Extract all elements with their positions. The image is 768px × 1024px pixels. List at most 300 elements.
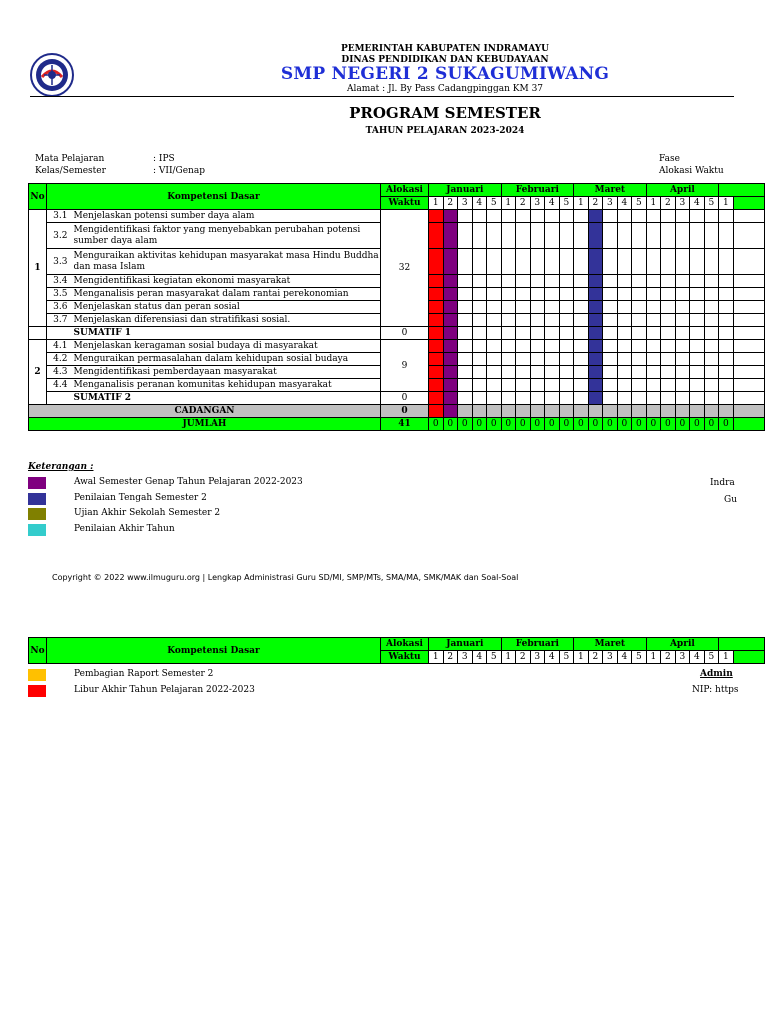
- week-cell: [501, 353, 516, 366]
- week-cell: [719, 249, 734, 275]
- week-cell: [516, 288, 531, 301]
- week-header: 5: [704, 651, 719, 664]
- page-subtitle: TAHUN PELAJARAN 2023-2024: [365, 126, 525, 136]
- week-cell: [443, 379, 458, 392]
- week-cell: [690, 301, 705, 314]
- week-cell: [690, 314, 705, 327]
- week-header: 3: [458, 197, 473, 210]
- week-cell: [690, 223, 705, 249]
- week-cell: [603, 353, 618, 366]
- copyright-text: Copyright © 2022 www.ilmuguru.org | Lengkap Administrasi Guru SD/MI, SMP/MTs, SMA/MA, SMK/MAK dan Soal-Soal: [52, 573, 519, 582]
- week-cell: [429, 275, 444, 288]
- kd-number: 3.6: [47, 301, 71, 314]
- week-cell: [704, 223, 719, 249]
- week-cell: [487, 340, 502, 353]
- week-cell: [530, 366, 545, 379]
- kd-text: Menjelaskan keragaman sosial budaya di masyarakat: [71, 340, 381, 353]
- week-header: 2: [443, 197, 458, 210]
- week-cell: [690, 327, 705, 340]
- week-header: 1: [501, 197, 516, 210]
- week-cell: [675, 314, 690, 327]
- week-cell: [559, 379, 574, 392]
- jumlah-week: 0: [646, 418, 661, 431]
- kd-text: Menguraikan aktivitas kehidupan masyarakat masa Hindu Buddha dan masa Islam: [71, 249, 381, 275]
- week-cell: [719, 366, 734, 379]
- week-header: 3: [675, 197, 690, 210]
- week-cell: [661, 301, 676, 314]
- kd-number: 4.3: [47, 366, 71, 379]
- week-header: 2: [588, 651, 603, 664]
- week-cell: [429, 301, 444, 314]
- week-cell: [487, 288, 502, 301]
- week-cell: [574, 379, 589, 392]
- week-cell: [675, 353, 690, 366]
- jumlah-week: 0: [661, 418, 676, 431]
- week-cell: [661, 314, 676, 327]
- week-cell: [472, 379, 487, 392]
- week-cell: [559, 366, 574, 379]
- week-header: 3: [530, 651, 545, 664]
- week-cell: [704, 392, 719, 405]
- week-cell: [516, 210, 531, 223]
- week-cell: [646, 275, 661, 288]
- repeat-header-table: [28, 637, 765, 664]
- legend-text: Pembagian Raport Semester 2: [74, 669, 214, 679]
- week-cell: [704, 327, 719, 340]
- week-header: 1: [429, 197, 444, 210]
- week-header: 5: [632, 651, 647, 664]
- week-cell: [472, 314, 487, 327]
- week-cell: [559, 275, 574, 288]
- jumlah-week: 0: [530, 418, 545, 431]
- week-cell: [574, 249, 589, 275]
- table-row: [29, 210, 765, 223]
- month-header: Februari: [501, 638, 574, 651]
- week-header-extra: [733, 197, 764, 210]
- week-cell: [530, 210, 545, 223]
- month-header: Maret: [574, 184, 647, 197]
- week-cell: [545, 392, 560, 405]
- col-waktu: Waktu: [381, 197, 429, 210]
- week-cell: [632, 340, 647, 353]
- jumlah-week: 0: [719, 418, 734, 431]
- week-cell: [516, 353, 531, 366]
- week-cell: [603, 301, 618, 314]
- dept-line: DINAS PENDIDIKAN DAN KEBUDAYAAN: [341, 55, 549, 65]
- week-cell: [661, 392, 676, 405]
- week-cell: [458, 275, 473, 288]
- week-cell: [501, 327, 516, 340]
- week-cell: [516, 249, 531, 275]
- week-header: 4: [472, 651, 487, 664]
- week-cell: [458, 353, 473, 366]
- week-cell: [617, 223, 632, 249]
- week-cell: [530, 275, 545, 288]
- cadangan-label: CADANGAN: [29, 405, 381, 418]
- legend-swatch: [28, 524, 46, 536]
- week-cell: [516, 392, 531, 405]
- week-cell: [458, 392, 473, 405]
- week-cell: [458, 340, 473, 353]
- week-cell: [472, 327, 487, 340]
- jumlah-week: 0: [704, 418, 719, 431]
- week-cell: [429, 210, 444, 223]
- week-cell: [458, 301, 473, 314]
- week-cell: [516, 327, 531, 340]
- week-cell: [603, 223, 618, 249]
- week-cell: [574, 210, 589, 223]
- week-cell: [429, 249, 444, 275]
- week-cell: [690, 288, 705, 301]
- week-cell: [443, 366, 458, 379]
- week-cell: [530, 301, 545, 314]
- extra-cell: [733, 314, 764, 327]
- week-cell: [719, 314, 734, 327]
- jumlah-week: 0: [429, 418, 444, 431]
- page-title: PROGRAM SEMESTER: [349, 104, 541, 122]
- col-alokasi: Alokasi: [381, 184, 429, 197]
- week-cell: [704, 379, 719, 392]
- sumatif-alokasi: 0: [381, 327, 429, 340]
- week-cell: [603, 340, 618, 353]
- sumatif-alokasi: 0: [381, 392, 429, 405]
- month-header: Januari: [429, 184, 502, 197]
- week-cell: [646, 392, 661, 405]
- week-cell: [487, 353, 502, 366]
- kelas-label: Kelas/Semester: [35, 166, 106, 176]
- week-cell: [458, 314, 473, 327]
- week-cell: [603, 327, 618, 340]
- week-cell: [559, 340, 574, 353]
- jumlah-week: 0: [559, 418, 574, 431]
- jumlah-week: 0: [501, 418, 516, 431]
- week-cell: [574, 353, 589, 366]
- week-cell: [617, 288, 632, 301]
- week-cell: [588, 353, 603, 366]
- school-logo-icon: [30, 53, 74, 97]
- week-cell: [690, 340, 705, 353]
- jumlah-week: 0: [443, 418, 458, 431]
- week-cell: [661, 340, 676, 353]
- jumlah-label: JUMLAH: [29, 418, 381, 431]
- week-cell: [690, 366, 705, 379]
- week-cell: [632, 301, 647, 314]
- week-cell: [675, 275, 690, 288]
- week-cell: [545, 288, 560, 301]
- week-cell: [545, 353, 560, 366]
- week-cell: [690, 275, 705, 288]
- legend-text: Penilaian Akhir Tahun: [74, 523, 175, 534]
- week-header: 2: [516, 197, 531, 210]
- week-cell: [559, 314, 574, 327]
- alokasi-value: 9: [381, 340, 429, 392]
- week-cell: [603, 379, 618, 392]
- week-cell: [646, 210, 661, 223]
- kd-text: Menjelaskan status dan peran sosial: [71, 301, 381, 314]
- week-cell: [675, 340, 690, 353]
- week-cell: [661, 275, 676, 288]
- week-cell: [443, 249, 458, 275]
- sumatif-label: SUMATIF 1: [71, 327, 381, 340]
- week-cell: [458, 223, 473, 249]
- week-cell: [632, 366, 647, 379]
- week-cell: [501, 379, 516, 392]
- week-cell: [487, 210, 502, 223]
- week-cell: [516, 366, 531, 379]
- week-cell: [574, 301, 589, 314]
- week-cell: [429, 353, 444, 366]
- week-cell: [719, 392, 734, 405]
- week-cell: [603, 392, 618, 405]
- week-cell: [690, 353, 705, 366]
- extra-cell: [733, 288, 764, 301]
- week-cell: [617, 327, 632, 340]
- week-cell: [646, 301, 661, 314]
- week-cell: [472, 366, 487, 379]
- week-cell: [646, 327, 661, 340]
- gov-line: PEMERINTAH KABUPATEN INDRAMAYU: [340, 44, 550, 54]
- week-header: 1: [574, 197, 589, 210]
- week-header: 3: [603, 651, 618, 664]
- week-header: 5: [632, 197, 647, 210]
- legend-swatch: [28, 669, 46, 681]
- sign-place: Indra: [710, 478, 735, 488]
- week-cell: [516, 275, 531, 288]
- extra-cell: [733, 210, 764, 223]
- week-cell: [588, 275, 603, 288]
- jumlah-week: 0: [545, 418, 560, 431]
- kd-text: Menganalisis peranan komunitas kehidupan masyarakat: [71, 379, 381, 392]
- header-rule: [30, 96, 734, 97]
- week-cell: [603, 210, 618, 223]
- week-cell: [588, 327, 603, 340]
- week-header: 4: [617, 651, 632, 664]
- week-cell: [458, 249, 473, 275]
- week-cell: [516, 223, 531, 249]
- week-cell: [574, 288, 589, 301]
- week-cell: [704, 275, 719, 288]
- week-cell: [675, 288, 690, 301]
- week-cell: [458, 366, 473, 379]
- week-cell: [588, 340, 603, 353]
- alokasi-label: Alokasi Waktu: [659, 166, 724, 176]
- month-header-extra: [719, 184, 765, 197]
- week-cell: [487, 275, 502, 288]
- week-cell: [545, 301, 560, 314]
- kd-number: 3.4: [47, 275, 71, 288]
- week-cell: [719, 379, 734, 392]
- week-header: 2: [661, 197, 676, 210]
- week-cell: [574, 223, 589, 249]
- week-cell: [646, 340, 661, 353]
- week-cell: [559, 223, 574, 249]
- month-header-extra: [719, 638, 765, 651]
- week-header: 1: [646, 197, 661, 210]
- jumlah-week: 0: [603, 418, 618, 431]
- jumlah-week: 0: [516, 418, 531, 431]
- jumlah-week: 0: [588, 418, 603, 431]
- week-cell: [559, 301, 574, 314]
- week-cell: [588, 301, 603, 314]
- week-cell: [559, 210, 574, 223]
- week-cell: [443, 223, 458, 249]
- week-cell: [530, 379, 545, 392]
- week-cell: [487, 314, 502, 327]
- jumlah-week: 0: [617, 418, 632, 431]
- week-cell: [501, 392, 516, 405]
- kd-number: 3.2: [47, 223, 71, 249]
- week-cell: [675, 301, 690, 314]
- week-cell: [443, 392, 458, 405]
- extra-cell: [733, 301, 764, 314]
- week-cell: [429, 392, 444, 405]
- sign-name: Admin: [700, 669, 733, 679]
- week-cell: [545, 379, 560, 392]
- week-cell: [661, 353, 676, 366]
- week-cell: [516, 314, 531, 327]
- week-cell: [646, 366, 661, 379]
- week-cell: [632, 249, 647, 275]
- week-cell: [603, 366, 618, 379]
- week-header: 5: [487, 197, 502, 210]
- week-cell: [472, 353, 487, 366]
- week-cell: [719, 288, 734, 301]
- week-cell: [574, 340, 589, 353]
- fase-label: Fase: [659, 154, 680, 164]
- month-header: Maret: [574, 638, 647, 651]
- week-cell: [632, 223, 647, 249]
- legend-text: Awal Semester Genap Tahun Pelajaran 2022-2023: [74, 477, 303, 487]
- col-no: No: [29, 184, 47, 210]
- week-cell: [704, 301, 719, 314]
- week-header: 4: [690, 197, 705, 210]
- week-cell: [429, 366, 444, 379]
- week-cell: [690, 249, 705, 275]
- week-header: 1: [719, 651, 734, 664]
- week-cell: [458, 379, 473, 392]
- kd-text: Menjelaskan diferensiasi dan stratifikasi sosial.: [71, 314, 381, 327]
- week-cell: [501, 275, 516, 288]
- week-cell: [646, 353, 661, 366]
- week-header: 1: [429, 651, 444, 664]
- week-cell: [588, 314, 603, 327]
- kd-number: 3.5: [47, 288, 71, 301]
- week-cell: [574, 366, 589, 379]
- week-cell: [632, 288, 647, 301]
- kd-number: 4.4: [47, 379, 71, 392]
- jumlah-week: 0: [458, 418, 473, 431]
- week-cell: [429, 288, 444, 301]
- week-cell: [559, 249, 574, 275]
- week-cell: [617, 314, 632, 327]
- col-waktu: Waktu: [381, 651, 429, 664]
- week-cell: [617, 210, 632, 223]
- month-header: April: [646, 184, 719, 197]
- week-header: 5: [704, 197, 719, 210]
- week-cell: [443, 288, 458, 301]
- week-cell: [719, 210, 734, 223]
- week-cell: [704, 288, 719, 301]
- week-header-extra: [733, 651, 764, 664]
- week-cell: [545, 275, 560, 288]
- week-cell: [501, 366, 516, 379]
- week-cell: [574, 314, 589, 327]
- week-cell: [429, 314, 444, 327]
- week-cell: [516, 340, 531, 353]
- kd-text: Mengidentifikasi kegiatan ekonomi masyarakat: [71, 275, 381, 288]
- program-semester-table: [28, 183, 765, 431]
- week-cell: [661, 366, 676, 379]
- week-cell: [559, 353, 574, 366]
- week-cell: [530, 223, 545, 249]
- week-header: 5: [559, 197, 574, 210]
- week-cell: [646, 223, 661, 249]
- week-cell: [487, 223, 502, 249]
- kd-number: 4.2: [47, 353, 71, 366]
- week-cell: [719, 223, 734, 249]
- week-cell: [588, 392, 603, 405]
- week-header: 3: [530, 197, 545, 210]
- week-cell: [472, 301, 487, 314]
- week-header: 1: [719, 197, 734, 210]
- legend-text: Penilaian Tengah Semester 2: [74, 492, 207, 503]
- week-header: 4: [617, 197, 632, 210]
- week-cell: [661, 379, 676, 392]
- week-cell: [617, 249, 632, 275]
- kd-text: Menganalisis peran masyarakat dalam rantai perekonomian: [71, 288, 381, 301]
- week-cell: [675, 379, 690, 392]
- week-header: 2: [588, 197, 603, 210]
- week-cell: [617, 366, 632, 379]
- week-header: 4: [545, 651, 560, 664]
- kd-number: 4.1: [47, 340, 71, 353]
- week-cell: [617, 340, 632, 353]
- week-cell: [472, 392, 487, 405]
- week-cell: [443, 314, 458, 327]
- week-cell: [487, 379, 502, 392]
- week-cell: [530, 353, 545, 366]
- week-cell: [574, 392, 589, 405]
- week-cell: [617, 275, 632, 288]
- week-cell: [472, 249, 487, 275]
- legend-swatch: [28, 685, 46, 697]
- month-header: Februari: [501, 184, 574, 197]
- week-cell: [632, 275, 647, 288]
- week-cell: [559, 288, 574, 301]
- week-cell: [429, 223, 444, 249]
- week-cell: [429, 340, 444, 353]
- week-cell: [501, 340, 516, 353]
- week-cell: [675, 223, 690, 249]
- week-cell: [545, 340, 560, 353]
- week-cell: [704, 340, 719, 353]
- week-cell: [472, 340, 487, 353]
- week-cell: [443, 210, 458, 223]
- week-cell: [646, 249, 661, 275]
- week-cell: [545, 249, 560, 275]
- week-cell: [501, 249, 516, 275]
- kd-text: Menguraikan permasalahan dalam kehidupan sosial budaya: [71, 353, 381, 366]
- week-cell: [516, 379, 531, 392]
- week-cell: [632, 392, 647, 405]
- cadangan-alokasi: 0: [381, 405, 429, 418]
- week-cell: [632, 314, 647, 327]
- group-no: 2: [29, 340, 47, 405]
- week-cell: [443, 340, 458, 353]
- week-cell: [545, 366, 560, 379]
- week-cell: [574, 275, 589, 288]
- extra-cell: [733, 249, 764, 275]
